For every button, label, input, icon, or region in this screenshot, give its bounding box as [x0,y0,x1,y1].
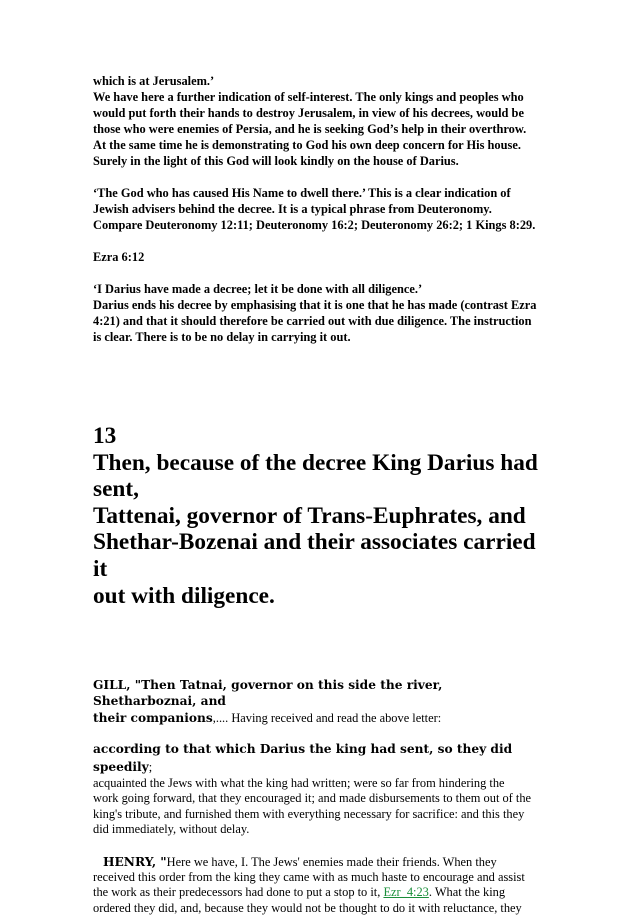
document-page [93,73,548,916]
commentary-paragraph-1 [93,73,548,169]
text-line: Jewish advisers behind the decree. It is a typical phrase from Deuteronomy. [93,202,492,216]
text-line: ‘I Darius have made a decree; let it be done with all diligence.’ [93,282,423,296]
text-line: acquainted the Jews with what the king had written; were so far from hindering the [93,776,505,791]
text-line: Compare Deuteronomy 12:11; Deuteronomy 16:2; Deuteronomy 26:2; 1 Kings 8:29. [93,218,536,232]
verse-number: 13 [93,423,117,449]
text-line: ordered they did, and, because they would not be thought to do it with reluctance, they [93,900,522,915]
text-line: is clear. There is to be no delay in carrying it out. [93,330,351,344]
text-line: those who were enemies of Persia, and he is seeking God’s help in their overthrow. [93,122,527,136]
gill-bold-text: according to that which Darius the king had sent, so they did speedily [93,742,513,775]
text-line: work going forward, that they encouraged it; and made disbursements to them out of the [93,791,532,806]
text-span: the work as their predecessors had done to put a stop to it, [93,885,384,900]
gill-paragraph-1 [93,677,548,727]
verse-text-line: out with diligence. [93,582,275,609]
text-span: . What the king [428,885,506,900]
verse-text-line: Then, because of the decree King Darius had sent, [93,449,538,503]
commentary-paragraph-3 [93,281,548,345]
text-line: At the same time he is demonstrating to God his own deep concern for His house. [93,138,521,152]
text-line: We have here a further indication of self-interest. The only kings and peoples who [93,90,524,104]
text-line: king's tribute, and furnished them with everything necessary for sacrifice: and this they [93,806,525,821]
text-line: which is at Jerusalem.’ [93,74,215,88]
gill-bold-line: GILL, "Then Tatnai, governor on this side the river, Shetharboznai, and [93,678,443,709]
verse-text-line: Tattenai, governor of Trans-Euphrates, and [93,502,526,529]
henry-label: HENRY, " [103,854,167,869]
text-line: 4:21) and that it should therefore be carried out with due diligence. The instruction [93,314,532,328]
scripture-link[interactable]: Ezr_4:23 [383,885,429,900]
text-line: received this order from the king they came with as much haste to encourage and assist [93,870,525,885]
text-line: Surely in the light of this God will look kindly on the house of Darius. [93,154,459,168]
text-line: Darius ends his decree by emphasising that it is one that he has made (contrast Ezra [93,298,537,312]
text-line: ‘The God who has caused His Name to dwell there.’ This is a clear indication of [93,186,511,200]
text-span: Here we have, I. The Jews' enemies made their friends. When they [166,854,497,869]
gill-bold-text: their companions [93,711,213,726]
verse-reference: Ezra 6:12 [93,250,145,264]
text-line: would put forth their hands to destroy Jerusalem, in view of his decrees, would be [93,106,524,120]
henry-paragraph [93,854,548,916]
verse-heading [93,423,548,609]
commentary-paragraph-2 [93,185,548,233]
text-line: did immediately, without delay. [93,821,250,836]
gill-plain-text: ; [148,760,153,775]
gill-paragraph-2 [93,740,548,837]
gill-plain-text: ,.... Having received and read the above letter: [212,711,442,726]
verse-text-line: Shethar-Bozenai and their associates carried it [93,529,536,582]
